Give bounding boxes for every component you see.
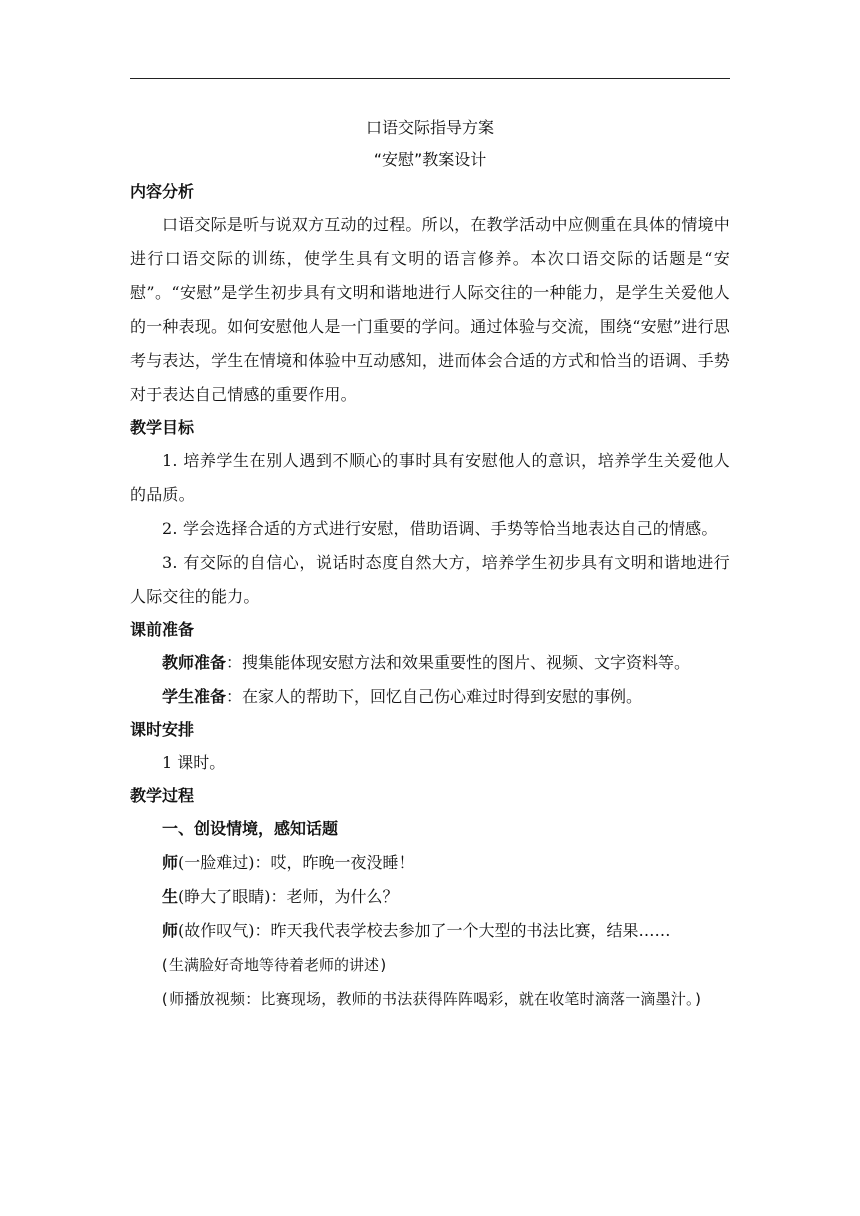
teaching-goal-item: 2. 学会选择合适的方式进行安慰，借助语调、手势等恰当地表达自己的情感。 [162, 519, 718, 538]
dialogue-speaker: 师 [162, 853, 179, 872]
section-heading-teaching-goals: 教学目标 [130, 418, 195, 437]
header-rule [130, 78, 730, 79]
section-heading-schedule: 课时安排 [130, 720, 195, 739]
teacher-preparation-label: 教师准备 [162, 653, 227, 672]
stage-direction: (师播放视频：比赛现场，教师的书法获得阵阵喝彩，就在收笔时滴落一滴墨汁。) [160, 990, 703, 1008]
teacher-preparation-text: ：搜集能体现安慰方法和效果重要性的图片、视频、文字资料等。 [226, 653, 691, 672]
section-heading-content-analysis: 内容分析 [130, 182, 195, 201]
dialogue-line [130, 880, 730, 914]
stage-direction: (生满脸好奇地等待着老师的讲述) [160, 956, 389, 974]
section-heading-process: 教学过程 [130, 786, 195, 805]
dialogue-speaker: 师 [162, 921, 179, 940]
document-title: 口语交际指导方案 [365, 118, 494, 137]
document-body [130, 112, 730, 1016]
document-subtitle: “安慰”教案设计 [373, 150, 487, 169]
dialogue-note: (睁大了眼睛) [178, 887, 271, 906]
student-preparation-text: ：在家人的帮助下，回忆自己伤心难过时得到安慰的事例。 [226, 687, 643, 706]
student-preparation [130, 680, 730, 714]
teaching-goal-item: 3. 有交际的自信心，说话时态度自然大方，培养学生初步具有文明和谐地进行人际交往的能力。 [130, 553, 730, 606]
teaching-goal-item: 1. 培养学生在别人遇到不顺心的事时具有安慰他人的意识，培养学生关爱他人的品质。 [130, 451, 730, 504]
section-heading-preparation: 课前准备 [130, 620, 195, 639]
dialogue-line [130, 846, 730, 880]
teacher-preparation [130, 646, 730, 680]
dialogue-note: (一脸难过) [178, 853, 255, 872]
content-analysis-paragraph: 口语交际是听与说双方互动的过程。所以，在教学活动中应侧重在具体的情境中进行口语交际的训练，使学生具有文明的语言修养。本次口语交际的话题是“安慰”。“安慰”是学生初步具有文明和谐地进行人际交往的一种能力，是学生关爱他人的一种表现。如何安慰他人是一门重要的学问。通过体验与交流，围绕“安慰”进行思考与表达，学生在情境和体验中互动感知，进而体会合适的方式和恰当的语调、手势对于表达自己情感的重要作用。 [130, 215, 730, 404]
dialogue-speaker: 生 [162, 887, 179, 906]
dialogue-text: ：昨天我代表学校去参加了一个大型的书法比赛，结果…… [254, 921, 671, 940]
schedule-text: 1 课时。 [162, 753, 226, 772]
student-preparation-label: 学生准备 [162, 687, 227, 706]
dialogue-line [130, 914, 730, 948]
dialogue-note: (故作叹气) [178, 921, 255, 940]
dialogue-text: ：哎，昨晚一夜没睡！ [254, 853, 415, 872]
dialogue-text: ：老师，为什么？ [270, 887, 399, 906]
process-step-heading: 一、创设情境，感知话题 [162, 819, 339, 838]
